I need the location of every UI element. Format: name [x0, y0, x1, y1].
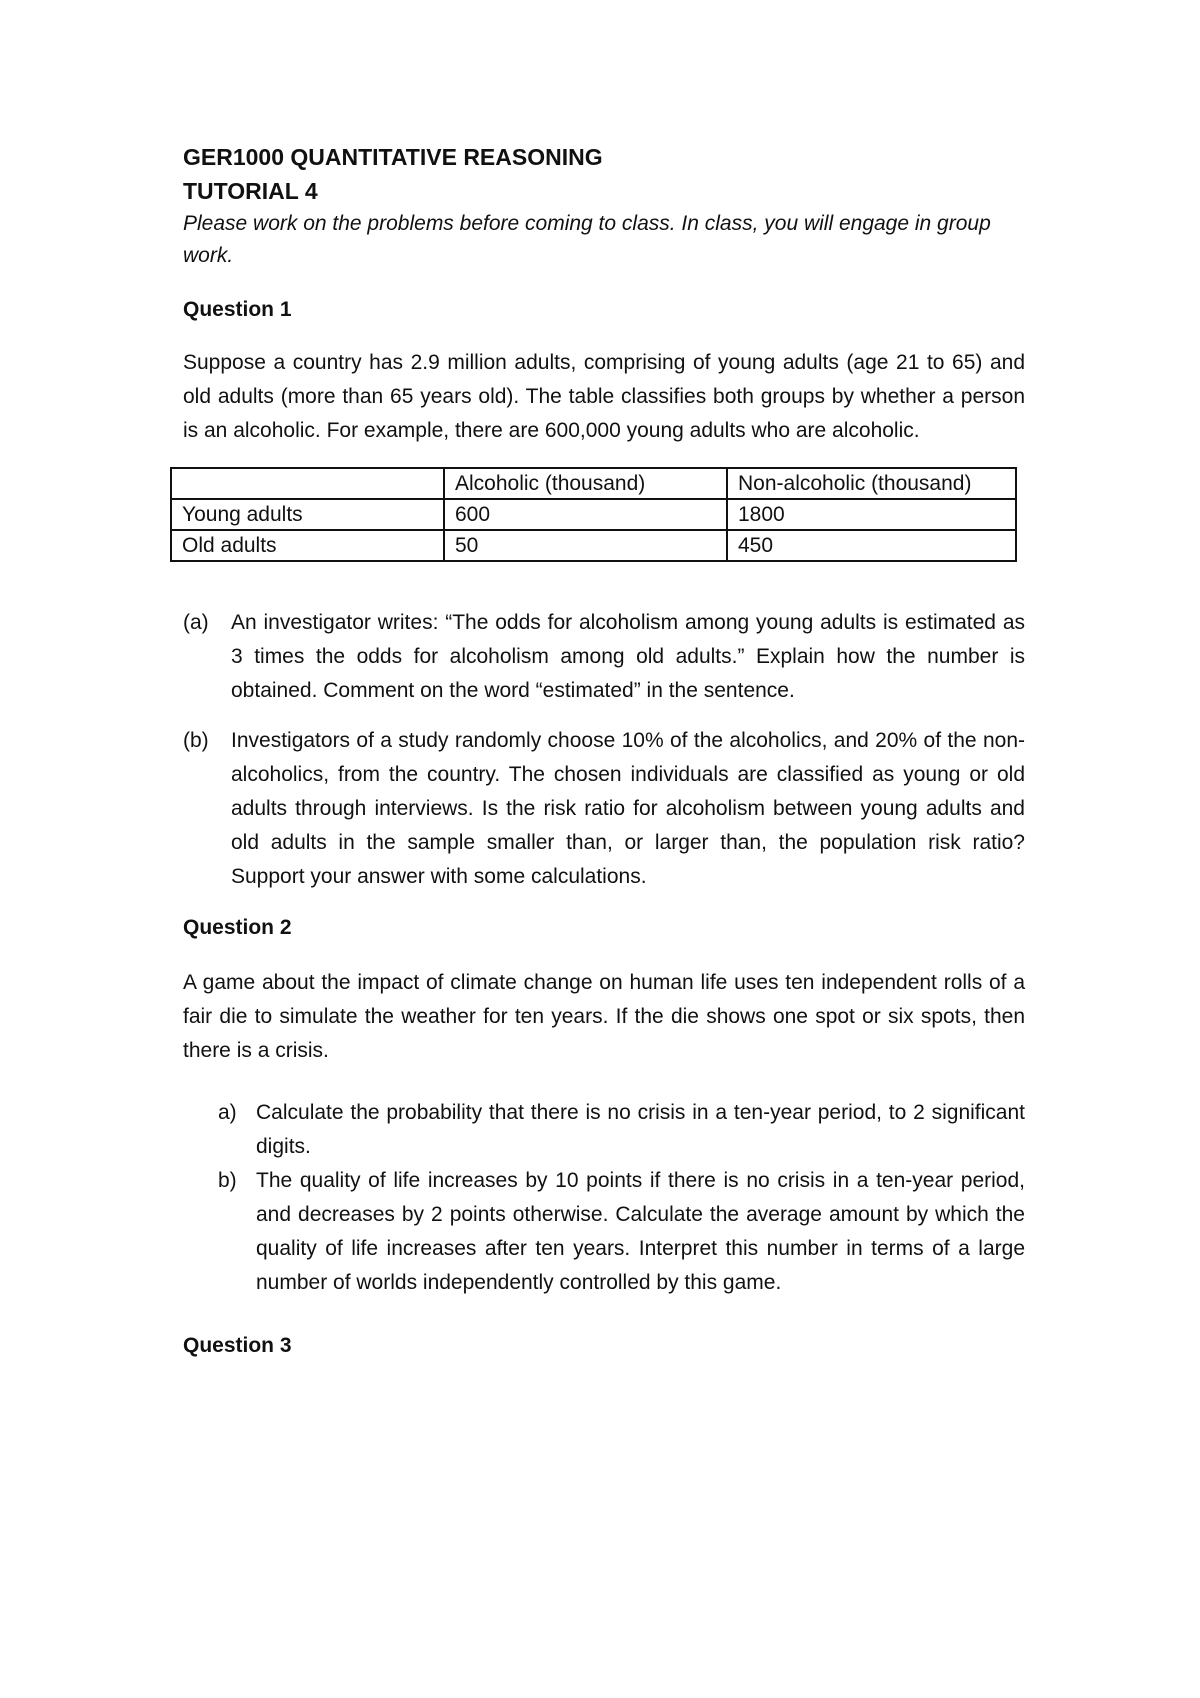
list-marker: (a)	[183, 611, 209, 634]
list-item	[183, 1164, 1025, 1300]
table-cell-alcoholic: 50	[444, 530, 727, 561]
tutorial-number: TUTORIAL 4	[183, 178, 318, 204]
table-row-label: Young adults	[171, 499, 444, 530]
table-corner-cell	[171, 468, 444, 499]
table-header-row	[171, 468, 1016, 499]
question-1b-text: Investigators of a study randomly choose 10% of the alcoholics, and 20% of the non-alcoholics, from the country. The chosen individuals are classified as young or old adults through interviews. Is the risk ratio for alcoholism between young adults and old adults in the sample smaller than, or larger than, the population risk ratio? Support your answer with some calculations.	[231, 729, 1025, 888]
list-item	[183, 724, 1025, 894]
table-cell-alcoholic: 600	[444, 499, 727, 530]
table-cell-non-alcoholic: 1800	[727, 499, 1016, 530]
question-1-body: Suppose a country has 2.9 million adults, comprising of young adults (age 21 to 65) and old adults (more than 65 years old). The table classifies both groups by whether a person is an alcoholic. For example, there are 600,000 young adults who are alcoholic.	[183, 351, 1025, 442]
list-item	[183, 1096, 1025, 1164]
question-1-parts	[183, 606, 1025, 894]
document-page	[183, 140, 1025, 1362]
list-item	[183, 606, 1025, 708]
question-2a-text: Calculate the probability that there is no crisis in a ten-year period, to 2 significant digits.	[256, 1101, 1025, 1158]
question-1-heading: Question 1	[183, 298, 292, 321]
table-row	[171, 530, 1016, 561]
table-header-alcoholic: Alcoholic (thousand)	[444, 468, 727, 499]
table-header-non-alcoholic: Non-alcoholic (thousand)	[727, 468, 1016, 499]
table-row-label: Old adults	[171, 530, 444, 561]
alcoholism-table	[170, 467, 1017, 562]
course-title: GER1000 QUANTITATIVE REASONING	[183, 144, 603, 170]
table-cell-non-alcoholic: 450	[727, 530, 1016, 561]
question-2-parts	[183, 1096, 1025, 1300]
question-1a-text: An investigator writes: “The odds for alcoholism among young adults is estimated as 3 times the odds for alcoholism among old adults.” Explain how the number is obtained. Comment on the word “estimated” in the sentence.	[231, 611, 1025, 702]
table-row	[171, 499, 1016, 530]
question-2b-text: The quality of life increases by 10 points if there is no crisis in a ten-year period, and decreases by 2 points otherwise. Calculate the average amount by which the quality of life increases after ten years. Interpret this number in terms of a large number of worlds independently controlled by this game.	[256, 1169, 1025, 1294]
list-marker: (b)	[183, 729, 209, 752]
list-marker: a)	[218, 1101, 237, 1124]
intro-instructions: Please work on the problems before coming to class. In class, you will engage in group work.	[183, 212, 991, 267]
question-2-heading: Question 2	[183, 916, 292, 939]
list-marker: b)	[218, 1169, 237, 1192]
question-3-heading: Question 3	[183, 1334, 292, 1357]
question-2-body: A game about the impact of climate change on human life uses ten independent rolls of a fair die to simulate the weather for ten years. If the die shows one spot or six spots, then there is a crisis.	[183, 971, 1025, 1062]
